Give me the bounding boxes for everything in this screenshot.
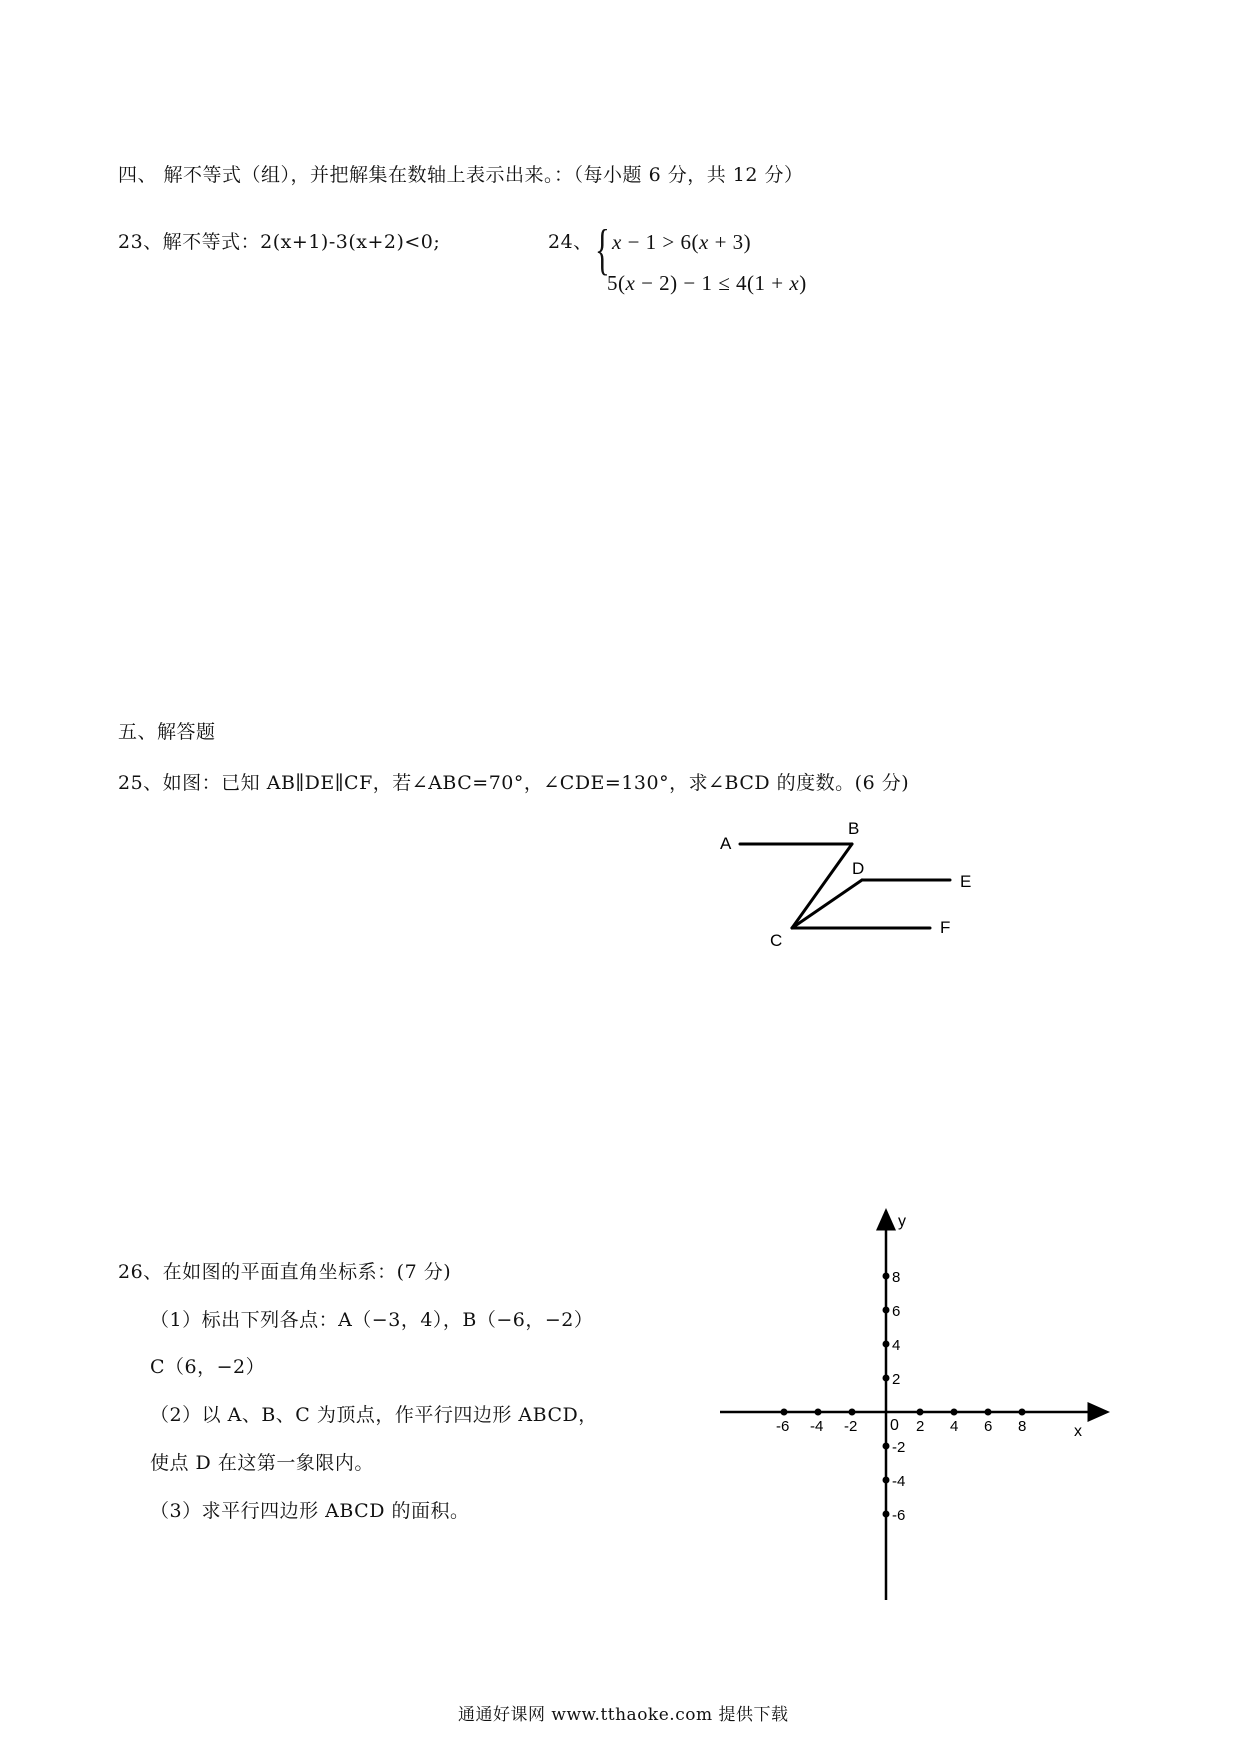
x-tick-label: -6 xyxy=(776,1418,790,1435)
x-tick-label: -2 xyxy=(844,1418,858,1435)
x-axis-label: x xyxy=(1074,1423,1082,1440)
point-label-c: C xyxy=(770,931,783,950)
y-tick-dot xyxy=(883,1511,890,1518)
y-tick-label: -6 xyxy=(892,1507,906,1524)
y-tick-label: 2 xyxy=(892,1371,901,1388)
question-26-title: 26、在如图的平面直角坐标系：(7 分) xyxy=(118,1261,452,1283)
y-tick-dot xyxy=(883,1375,890,1382)
x-tick-label: 2 xyxy=(916,1418,925,1435)
inequality-line-2: 5(x − 2) − 1 ≤ 4(1 + x) xyxy=(607,271,807,295)
segment-cd xyxy=(792,880,862,928)
x-tick-dot xyxy=(985,1409,992,1416)
y-tick-dot xyxy=(883,1341,890,1348)
question-26-part-2-cont: 使点 D 在这第一象限内。 xyxy=(150,1452,374,1474)
x-tick-dot xyxy=(917,1409,924,1416)
coordinate-plane xyxy=(700,1200,1120,1620)
x-tick-dot xyxy=(815,1409,822,1416)
y-tick-dot xyxy=(883,1273,890,1280)
y-tick-dot xyxy=(883,1307,890,1314)
parallel-lines-figure xyxy=(700,810,1000,950)
point-label-b: B xyxy=(848,819,860,838)
system-brace: { xyxy=(595,219,610,281)
y-tick-label: -4 xyxy=(892,1473,906,1490)
y-axis-label: y xyxy=(898,1213,906,1230)
point-label-d: D xyxy=(852,859,865,878)
question-23: 23、解不等式：2(x+1)-3(x+2)<0; xyxy=(118,231,441,253)
question-24-label: 24、 xyxy=(548,231,593,253)
x-tick-label: 6 xyxy=(984,1418,993,1435)
x-tick-label: 8 xyxy=(1018,1418,1027,1435)
question-26-part-1: （1）标出下列各点：A（−3，4），B（−6，−2） xyxy=(150,1309,594,1331)
x-tick-dot xyxy=(1019,1409,1026,1416)
question-26-part-2: （2）以 A、B、C 为顶点，作平行四边形 ABCD， xyxy=(150,1404,598,1426)
y-tick-dot xyxy=(883,1477,890,1484)
question-26-part-3: （3）求平行四边形 ABCD 的面积。 xyxy=(150,1500,470,1522)
question-26-part-1-cont: C（6，−2） xyxy=(150,1356,266,1378)
x-tick-label: -4 xyxy=(810,1418,824,1435)
section-4-heading: 四、 解不等式（组），并把解集在数轴上表示出来。：（每小题 6 分，共 12 分） xyxy=(118,164,804,186)
y-tick-label: 8 xyxy=(892,1269,901,1286)
y-tick-label: -2 xyxy=(892,1439,906,1456)
y-tick-label: 4 xyxy=(892,1337,901,1354)
origin-label: 0 xyxy=(890,1417,899,1434)
x-tick-label: 4 xyxy=(950,1418,959,1435)
x-tick-dot xyxy=(849,1409,856,1416)
y-tick-label: 6 xyxy=(892,1303,901,1320)
inequality-line-1: x − 1 > 6(x + 3) xyxy=(612,230,752,254)
point-label-a: A xyxy=(720,834,732,853)
point-label-e: E xyxy=(960,872,972,891)
y-tick-dot xyxy=(883,1443,890,1450)
x-tick-dot xyxy=(781,1409,788,1416)
footer-text: 通通好课网 www.tthaoke.com 提供下载 xyxy=(458,1705,789,1725)
x-tick-dot xyxy=(951,1409,958,1416)
section-5-heading: 五、解答题 xyxy=(118,721,216,743)
question-25: 25、如图：已知 AB∥DE∥CF，若∠ABC=70°，∠CDE=130°，求∠BCD 的度数。(6 分) xyxy=(118,772,910,794)
point-label-f: F xyxy=(940,918,951,937)
segment-bc xyxy=(792,844,852,928)
